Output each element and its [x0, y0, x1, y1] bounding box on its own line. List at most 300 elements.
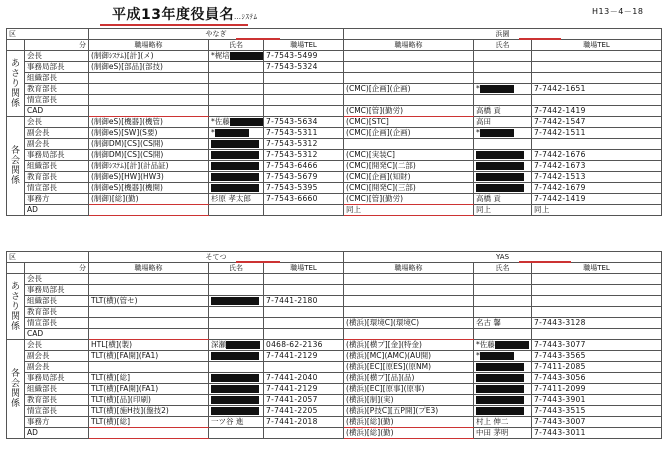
- member-name: [474, 161, 532, 172]
- table-row: [7, 428, 662, 439]
- dept-abbrev: (CMC)[企画](企画): [344, 84, 474, 95]
- table-row: [7, 150, 662, 161]
- role-label: 副会長: [25, 351, 89, 362]
- role-label: 組織部長: [25, 384, 89, 395]
- dept-abbrev: (横浜)[EC][原事](原事): [344, 384, 474, 395]
- dept-abbrev: (横浜)[総](勤): [344, 428, 474, 439]
- dept-abbrev: (横浜)[環境C](環境C): [344, 318, 474, 329]
- table-row: [7, 95, 662, 106]
- member-name: [474, 172, 532, 183]
- dept-abbrev: [89, 84, 209, 95]
- work-tel: 7-7443-3056: [532, 373, 662, 384]
- member-name: [209, 161, 264, 172]
- work-tel: [532, 139, 662, 150]
- table-row: [7, 139, 662, 150]
- member-name: *: [474, 351, 532, 362]
- table-row: [7, 205, 662, 216]
- member-name: 高田: [474, 117, 532, 128]
- section-label-kakukai: 各会関係: [7, 117, 25, 216]
- work-tel: [264, 95, 344, 106]
- dept-abbrev: (CMC)[企画](企画): [344, 128, 474, 139]
- redaction-bar: [211, 374, 259, 382]
- dept-abbrev: [344, 296, 474, 307]
- table-row: [7, 406, 662, 417]
- redaction-bar: [215, 129, 249, 137]
- ku-header: 区: [7, 29, 89, 40]
- dept-abbrev: TLT(横)[FA開](FA1): [89, 384, 209, 395]
- work-tel: [264, 73, 344, 84]
- table-row: [7, 172, 662, 183]
- role-label: 情宣部長: [25, 95, 89, 106]
- table-row: [7, 183, 662, 194]
- table-row: [7, 128, 662, 139]
- member-name: *: [474, 128, 532, 139]
- role-label: 情宣部長: [25, 183, 89, 194]
- work-tel: 7-7443-3565: [532, 351, 662, 362]
- redaction-bar: [476, 184, 524, 192]
- table-row: [7, 384, 662, 395]
- work-tel: 7-7411-2085: [532, 362, 662, 373]
- dept-abbrev: (CMC)[管](勤労): [344, 194, 474, 205]
- officer-table-2: [6, 251, 662, 439]
- member-name: [474, 362, 532, 373]
- dept-abbrev: (横浜)[P技C][五P開](プE3): [344, 406, 474, 417]
- dept-abbrev: TLT(横)[品](印刷): [89, 395, 209, 406]
- redaction-bar: [480, 85, 514, 93]
- work-tel: [532, 274, 662, 285]
- dept-abbrev: [344, 73, 474, 84]
- dept-abbrev: TLT(横)[総]: [89, 417, 209, 428]
- redaction-bar: [211, 140, 259, 148]
- member-name: 一ツ谷 進: [209, 417, 264, 428]
- work-tel: 7-7543-5679: [264, 172, 344, 183]
- role-label: 教育部長: [25, 395, 89, 406]
- member-name: [474, 139, 532, 150]
- column-header-name: 氏名: [474, 263, 532, 274]
- column-header-dept: 職場略称: [89, 263, 209, 274]
- redaction-bar: [476, 374, 524, 382]
- dept-abbrev: [89, 428, 209, 439]
- work-tel: [264, 362, 344, 373]
- work-tel: 7-7442-1419: [532, 194, 662, 205]
- column-header-dept: 職場略称: [344, 40, 474, 51]
- redaction-bar: [476, 173, 524, 181]
- redaction-bar: [495, 341, 529, 349]
- member-name: 杉原 孝太郎: [209, 194, 264, 205]
- work-tel: 7-7442-1679: [532, 183, 662, 194]
- work-tel: 7-7543-5499: [264, 51, 344, 62]
- work-tel: 7-7543-5395: [264, 183, 344, 194]
- member-name: [209, 307, 264, 318]
- redaction-bar: [476, 151, 524, 159]
- table-row: [7, 351, 662, 362]
- role-label: 教育部長: [25, 307, 89, 318]
- member-name: [474, 285, 532, 296]
- member-name: [209, 285, 264, 296]
- member-name: [209, 95, 264, 106]
- dept-abbrev: [89, 95, 209, 106]
- member-name: [474, 307, 532, 318]
- member-name: 中田 茅明: [474, 428, 532, 439]
- member-name: *梶培: [209, 51, 264, 62]
- dept-abbrev: [344, 51, 474, 62]
- role-label: 会長: [25, 340, 89, 351]
- member-name: [209, 139, 264, 150]
- member-name: 高橋 貢: [474, 106, 532, 117]
- redaction-bar: [211, 352, 259, 360]
- table-row: [7, 373, 662, 384]
- role-label: 組織部長: [25, 161, 89, 172]
- column-header-dept: 職場略称: [89, 40, 209, 51]
- work-tel: 7-7441-2018: [264, 417, 344, 428]
- member-name: *: [474, 84, 532, 95]
- table-row: [7, 274, 662, 285]
- member-name: [209, 318, 264, 329]
- member-name: 名古 馨: [474, 318, 532, 329]
- dept-abbrev: [344, 95, 474, 106]
- work-tel: 7-7442-1547: [532, 117, 662, 128]
- work-tel: 7-7441-2057: [264, 395, 344, 406]
- column-header-dept: 職場略称: [344, 263, 474, 274]
- redaction-bar: [480, 352, 514, 360]
- member-name: [474, 150, 532, 161]
- member-name: [209, 274, 264, 285]
- table-row: [7, 51, 662, 62]
- dept-abbrev: [344, 62, 474, 73]
- table-row: [7, 329, 662, 340]
- dept-abbrev: TLT(横)[施H技](盤技2): [89, 406, 209, 417]
- member-name: [474, 373, 532, 384]
- dept-abbrev: (横浜)[横プ][品](品): [344, 373, 474, 384]
- dept-abbrev: [344, 139, 474, 150]
- member-name: [474, 183, 532, 194]
- work-tel: 7-7442-1673: [532, 161, 662, 172]
- member-name: [474, 296, 532, 307]
- member-name: [474, 73, 532, 84]
- role-label: 副会長: [25, 128, 89, 139]
- member-name: [209, 62, 264, 73]
- member-name: [209, 296, 264, 307]
- dept-abbrev: [89, 205, 209, 216]
- dept-abbrev: HTL[横](製): [89, 340, 209, 351]
- dept-abbrev: [344, 285, 474, 296]
- role-label: AD: [25, 428, 89, 439]
- group-right-underline-1: [519, 38, 561, 40]
- dept-abbrev: [344, 307, 474, 318]
- work-tel: [532, 329, 662, 340]
- member-name: [474, 384, 532, 395]
- table-row: [7, 285, 662, 296]
- role-label: CAD: [25, 329, 89, 340]
- member-name: [474, 274, 532, 285]
- member-name: [209, 329, 264, 340]
- section-label-assari: あさり関係: [7, 274, 25, 340]
- role-label: 事務局部長: [25, 285, 89, 296]
- work-tel: 7-7543-6466: [264, 161, 344, 172]
- group-left-name: そてつ: [89, 252, 344, 263]
- dept-abbrev: (制御ｼｽﾃﾑ)[計](計品証): [89, 161, 209, 172]
- dept-abbrev: (制御eS)[HW](HW3): [89, 172, 209, 183]
- column-header-tel: 職場TEL: [264, 263, 344, 274]
- work-tel: 7-7543-6660: [264, 194, 344, 205]
- role-label: 副会長: [25, 139, 89, 150]
- dept-abbrev: (横浜)[制](実): [344, 395, 474, 406]
- dept-abbrev: [89, 274, 209, 285]
- table-row: [7, 362, 662, 373]
- role-label: 組織部長: [25, 73, 89, 84]
- work-tel: 7-7442-1676: [532, 150, 662, 161]
- work-tel: 7-7441-2205: [264, 406, 344, 417]
- group-right-name: 浜園: [344, 29, 662, 40]
- dept-abbrev: (CMC)[企画](知財): [344, 172, 474, 183]
- work-tel: [264, 307, 344, 318]
- work-tel: 同上: [532, 205, 662, 216]
- role-label: 事務方: [25, 417, 89, 428]
- dept-abbrev: (横浜)[EC][原ES](原NM): [344, 362, 474, 373]
- role-label: 教育部長: [25, 172, 89, 183]
- group-left-underline-1: [236, 38, 280, 40]
- dept-abbrev: (制御DM)[CS](CS開): [89, 150, 209, 161]
- dept-abbrev: (横浜)[横プ][金](特金): [344, 340, 474, 351]
- dept-abbrev: [89, 106, 209, 117]
- work-tel: 7-7543-5312: [264, 150, 344, 161]
- column-header-tel: 職場TEL: [264, 40, 344, 51]
- ku-header: 区: [7, 252, 89, 263]
- redaction-bar: [226, 341, 260, 349]
- work-tel: 7-7443-3007: [532, 417, 662, 428]
- table-row: [7, 161, 662, 172]
- table-row: [7, 73, 662, 84]
- role-label: 会長: [25, 51, 89, 62]
- work-tel: [264, 329, 344, 340]
- member-name: [209, 183, 264, 194]
- member-name: [209, 384, 264, 395]
- column-header-name: 氏名: [474, 40, 532, 51]
- column-header-tel: 職場TEL: [532, 263, 662, 274]
- member-name: *佐藤: [474, 340, 532, 351]
- table-row: [7, 307, 662, 318]
- page-title: [112, 4, 257, 24]
- role-label: 情宣部長: [25, 318, 89, 329]
- role-label: CAD: [25, 106, 89, 117]
- member-name: 同上: [474, 205, 532, 216]
- member-name: [474, 395, 532, 406]
- bun-header: 分: [25, 263, 89, 274]
- table-row: [7, 62, 662, 73]
- work-tel: 7-7441-2129: [264, 351, 344, 362]
- member-name: 村上 伸二: [474, 417, 532, 428]
- dept-abbrev: 同上: [344, 205, 474, 216]
- redaction-bar: [476, 385, 524, 393]
- officer-table-1: [6, 28, 662, 216]
- dept-abbrev: (CMC)[管](勤労): [344, 106, 474, 117]
- dept-abbrev: [89, 362, 209, 373]
- dept-abbrev: (横浜)[総](勤): [344, 417, 474, 428]
- work-tel: 7-7442-1419: [532, 106, 662, 117]
- table-row: [7, 296, 662, 307]
- dept-abbrev: (制御)[総](勤): [89, 194, 209, 205]
- dept-abbrev: (CMC)[実装C]: [344, 150, 474, 161]
- redaction-bar: [211, 151, 259, 159]
- member-name: [209, 84, 264, 95]
- group-left-name: やなぎ: [89, 29, 344, 40]
- redaction-bar: [211, 162, 259, 170]
- column-header-name: 氏名: [209, 263, 264, 274]
- member-name: [209, 428, 264, 439]
- ku-spacer: [7, 263, 25, 274]
- redaction-bar: [211, 173, 259, 181]
- page-title-suffix: …ｼｽﾃﾑ: [233, 13, 258, 21]
- redaction-bar: [211, 184, 259, 192]
- work-tel: 7-7441-2180: [264, 296, 344, 307]
- dept-abbrev: (CMC)[開発C](三部): [344, 183, 474, 194]
- work-tel: 7-7543-5311: [264, 128, 344, 139]
- dept-abbrev: (制御ｼｽﾃﾑ)[計](メ): [89, 51, 209, 62]
- member-name: 深瀬: [209, 340, 264, 351]
- work-tel: [264, 205, 344, 216]
- redaction-bar: [476, 363, 524, 371]
- redaction-bar: [476, 162, 524, 170]
- work-tel: [532, 51, 662, 62]
- dept-abbrev: (制御eS)[SW](S要): [89, 128, 209, 139]
- work-tel: [532, 307, 662, 318]
- role-label: AD: [25, 205, 89, 216]
- role-label: 事務局部長: [25, 150, 89, 161]
- dept-abbrev: [344, 329, 474, 340]
- table-row: [7, 106, 662, 117]
- member-name: [474, 51, 532, 62]
- work-tel: 7-7442-1511: [532, 128, 662, 139]
- member-name: [209, 373, 264, 384]
- member-name: [474, 62, 532, 73]
- dept-abbrev: (制御eS)[機器](機管): [89, 117, 209, 128]
- member-name: [209, 172, 264, 183]
- member-name: [474, 95, 532, 106]
- bun-header: 分: [25, 40, 89, 51]
- work-tel: 7-7443-3077: [532, 340, 662, 351]
- dept-abbrev: [89, 307, 209, 318]
- dept-abbrev: [89, 73, 209, 84]
- dept-abbrev: [89, 285, 209, 296]
- work-tel: 7-7443-3011: [532, 428, 662, 439]
- dept-abbrev: [89, 318, 209, 329]
- member-name: [209, 362, 264, 373]
- work-tel: 7-7442-1513: [532, 172, 662, 183]
- member-name: 高橋 貢: [474, 194, 532, 205]
- work-tel: 7-7443-3515: [532, 406, 662, 417]
- role-label: 事務局部長: [25, 373, 89, 384]
- dept-abbrev: (制御eS)[部品](部技): [89, 62, 209, 73]
- work-tel: 7-7443-3128: [532, 318, 662, 329]
- group-right-underline-2: [519, 261, 571, 263]
- member-name: *: [209, 128, 264, 139]
- work-tel: [264, 428, 344, 439]
- dept-abbrev: TLT(横)[FA開](FA1): [89, 351, 209, 362]
- work-tel: [532, 285, 662, 296]
- work-tel: 0468-62-2136: [264, 340, 344, 351]
- section-label-assari: あさり関係: [7, 51, 25, 117]
- dept-abbrev: (制御eS)[機器](機開): [89, 183, 209, 194]
- redaction-bar: [211, 297, 259, 305]
- work-tel: 7-7543-5312: [264, 139, 344, 150]
- work-tel: [532, 296, 662, 307]
- role-label: 会長: [25, 274, 89, 285]
- work-tel: [264, 318, 344, 329]
- redaction-bar: [211, 385, 259, 393]
- role-label: 事務局部長: [25, 62, 89, 73]
- redaction-bar: [211, 407, 259, 415]
- role-label: 組織部長: [25, 296, 89, 307]
- member-name: [474, 329, 532, 340]
- work-tel: 7-7442-1651: [532, 84, 662, 95]
- member-name: [209, 406, 264, 417]
- table-row: [7, 340, 662, 351]
- table-row: [7, 194, 662, 205]
- member-name: [474, 406, 532, 417]
- dept-abbrev: (横浜)[MC](AMC)(AU開): [344, 351, 474, 362]
- dept-abbrev: [89, 329, 209, 340]
- role-label: 事務方: [25, 194, 89, 205]
- page-title-text: 平成13年度役員名: [112, 7, 234, 23]
- work-tel: 7-7441-2040: [264, 373, 344, 384]
- role-label: 情宣部長: [25, 406, 89, 417]
- redaction-bar: [476, 396, 524, 404]
- member-name: [209, 106, 264, 117]
- work-tel: 7-7443-3901: [532, 395, 662, 406]
- redaction-bar: [230, 52, 264, 60]
- table-row: [7, 117, 662, 128]
- work-tel: 7-7543-5324: [264, 62, 344, 73]
- table-row: [7, 318, 662, 329]
- redaction-bar: [480, 129, 514, 137]
- column-header-name: 氏名: [209, 40, 264, 51]
- work-tel: [532, 73, 662, 84]
- dept-abbrev: (制御DM)[CS](CS開): [89, 139, 209, 150]
- column-header-tel: 職場TEL: [532, 40, 662, 51]
- title-underline: [100, 24, 248, 26]
- work-tel: [264, 84, 344, 95]
- work-tel: [264, 274, 344, 285]
- role-label: 副会長: [25, 362, 89, 373]
- member-name: [209, 205, 264, 216]
- dept-abbrev: (CMC)[STC]: [344, 117, 474, 128]
- section-label-kakukai: 各会関係: [7, 340, 25, 439]
- dept-abbrev: [344, 274, 474, 285]
- role-label: 会長: [25, 117, 89, 128]
- role-label: 教育部長: [25, 84, 89, 95]
- member-name: [209, 150, 264, 161]
- work-tel: 7-7441-2129: [264, 384, 344, 395]
- document-date: H13－4－18: [592, 7, 644, 16]
- table-row: [7, 417, 662, 428]
- table-row: [7, 395, 662, 406]
- member-name: [209, 351, 264, 362]
- work-tel: [264, 285, 344, 296]
- redaction-bar: [211, 396, 259, 404]
- group-left-underline-2: [236, 261, 280, 263]
- member-name: *佐藤: [209, 117, 264, 128]
- member-name: [209, 395, 264, 406]
- work-tel: 7-7543-5634: [264, 117, 344, 128]
- dept-abbrev: TLT(横)[総]: [89, 373, 209, 384]
- work-tel: [532, 62, 662, 73]
- work-tel: [264, 106, 344, 117]
- group-right-name: YAS: [344, 252, 662, 263]
- dept-abbrev: (CMC)[開発C](二部): [344, 161, 474, 172]
- ku-spacer: [7, 40, 25, 51]
- redaction-bar: [476, 407, 524, 415]
- redaction-bar: [230, 118, 264, 126]
